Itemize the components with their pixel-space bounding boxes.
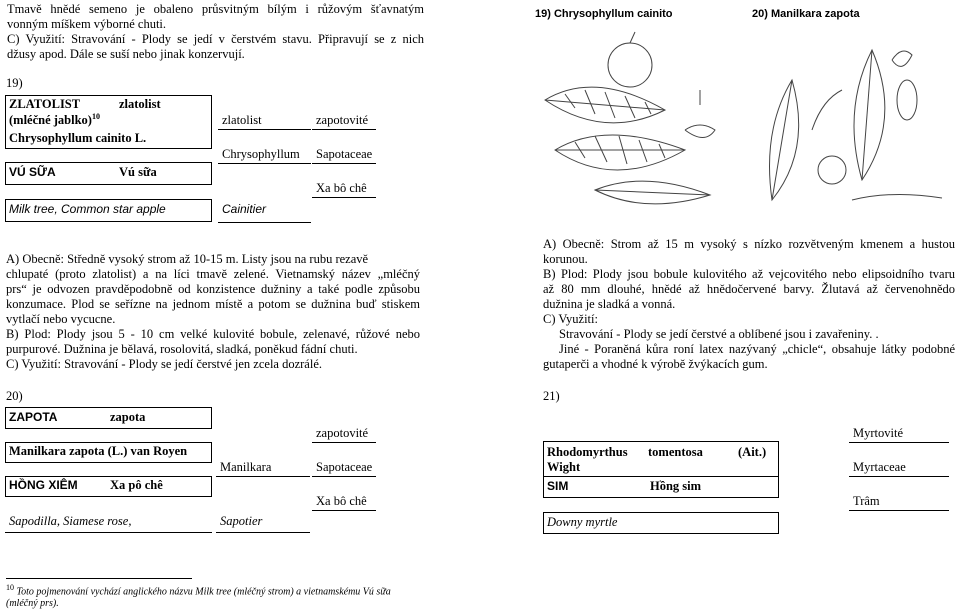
underline-english xyxy=(5,532,212,533)
desc-line: konzumace. Plod se seřízne na jednom místě a potom se dužnina buď stiskem xyxy=(6,297,420,311)
common-name-cz: zlatolist xyxy=(119,97,161,111)
latin-name-part: Rhodomyrthus xyxy=(547,445,628,459)
footnote-separator xyxy=(6,578,192,579)
desc-line: až 80 mm dlouhé, hnědé až hnědočervené barvy. Žlutavá až červenohnědo xyxy=(543,282,955,296)
desc-line: B) Plod: Plody jsou bobule kulovitého až vejcovitého nebo elipsoidního tvaru xyxy=(543,267,955,281)
viet-name-upper: VÚ SỮA xyxy=(9,165,56,179)
name-cz-alt: (mléčné jablko)$^{10}$ xyxy=(9,112,100,128)
underline-family-lat xyxy=(312,476,376,477)
desc-line: gutaperči a vhodné k výrobě žvýkacích gum. xyxy=(543,357,768,371)
underline-family-vn xyxy=(312,197,376,198)
family-cz: zapotovité xyxy=(316,426,369,440)
genus-latin: Chrysophyllum xyxy=(222,147,300,161)
fruit-drawing xyxy=(897,80,917,120)
footnote-text: Toto pojmenování vychází anglického názvu Milk tree (mléčný strom) a vietnamskému Vú sữa xyxy=(16,586,391,598)
family-latin: Myrtaceae xyxy=(853,460,906,474)
desc-line: B) Plod: Plody jsou 5 - 10 cm velké kulovité bobule, zelenavé, růžové nebo xyxy=(6,327,420,341)
name-upper: SIM xyxy=(547,479,569,493)
footnote-number: 10 xyxy=(6,583,14,592)
name-cz: ZLATOLIST xyxy=(9,97,81,111)
french-name: Cainitier xyxy=(222,202,267,216)
name-cz: ZAPOTA xyxy=(9,410,58,424)
viet-name: Xa pô chê xyxy=(110,478,163,492)
latin-name: Manilkara zapota (L.) van Royen xyxy=(9,444,188,458)
section-number-19: 19) xyxy=(6,76,23,90)
desc-line: prs“ je odvozen pravděpodobně od konzistence dužniny a také podle způsobu xyxy=(6,282,420,296)
desc-line: Stravování - Plody se jedí čerstvé a oblíbené jsou i zavařeniny. . xyxy=(559,327,879,341)
description-20 xyxy=(543,237,955,372)
underline-genus xyxy=(218,129,311,130)
english-name: Milk tree, Common star apple xyxy=(9,202,166,216)
family-vn: Xa bô chê xyxy=(316,181,367,195)
caption-manilkara: 20) Manilkara zapota xyxy=(752,8,860,20)
family-cz: zapotovité xyxy=(316,113,369,127)
desc-line: korunou. xyxy=(543,252,588,266)
leaf-drawing xyxy=(770,80,799,200)
section-number-21: 21) xyxy=(543,389,560,403)
viet-name-upper: HỒNG XIÊM xyxy=(9,478,78,492)
manilkara-illustration xyxy=(752,30,952,220)
desc-line: C) Využití: xyxy=(543,312,598,326)
latin-name-part: Wight xyxy=(547,460,581,474)
family-cz: Myrtovité xyxy=(853,426,903,440)
underline-family-vn xyxy=(312,510,376,511)
footnote-text: (mléčný prs). xyxy=(6,598,59,610)
family-vn: Xa bô chê xyxy=(316,494,367,508)
underline-genus-lat xyxy=(218,163,311,164)
latin-name-part: (Ait.) xyxy=(738,445,767,459)
viet-name: Hồng sim xyxy=(650,479,702,493)
intro-line: vonným míškem výborné chuti. xyxy=(7,17,167,31)
underline-family xyxy=(312,129,376,130)
underline-family xyxy=(849,442,949,443)
genus-cz: zlatolist xyxy=(222,113,262,127)
desc-line: Jiné - Poraněná kůra roní latex nazývaný „chicle“, obsahuje látky podobné xyxy=(559,342,955,356)
english-name: Downy myrtle xyxy=(547,515,618,529)
english-name: Sapodilla, Siamese rose, xyxy=(9,514,132,528)
underline-family-vn xyxy=(849,510,949,511)
family-latin: Sapotaceae xyxy=(316,460,373,474)
desc-line: A) Obecně: Strom až 15 m vysoký s nízko rozvětveným kmenem a hustou xyxy=(543,237,955,251)
leaf-drawing xyxy=(854,50,885,180)
fruit-drawing xyxy=(608,43,652,87)
underline-family-lat xyxy=(312,163,376,164)
desc-line: dužnina je sladká a vonná. xyxy=(543,297,676,311)
intro-line: C) Využití: Stravování - Plody se jedí v čerstvém stavu. Připravují se z nich xyxy=(7,32,424,46)
intro-line: Tmavě hnědé semeno je obaleno průsvitným bílým i růžovým šťavnatým xyxy=(7,2,424,16)
desc-line: chlupaté (proto zlatolist) a na líci tmavě zelené. Vietnamský název „mléčný xyxy=(6,267,420,281)
desc-line: purpurové. Dužnina je bělavá, rosolovitá, sladká, poněkud fádní chuti. xyxy=(6,342,358,356)
desc-line: vytlačí nebo vycucne. xyxy=(6,312,116,326)
intro-paragraph xyxy=(7,2,424,62)
footnote xyxy=(6,582,436,610)
french-name: Sapotier xyxy=(220,514,263,528)
section-number-20: 20) xyxy=(6,389,23,403)
desc-line: C) Využití: Stravování - Plody se jedí čerstvé jen zcela dozrálé. xyxy=(6,357,322,371)
latin-name-part: tomentosa xyxy=(648,445,703,459)
underline-genus-lat xyxy=(216,476,310,477)
desc-line: A) Obecně: Středně vysoký strom až 10-15 m. Listy jsou na rubu rezavě xyxy=(6,252,369,266)
chrysophyllum-illustration xyxy=(535,30,745,220)
intro-line: džusy apod. Dále se suší nebo jinak konzervují. xyxy=(7,47,245,61)
family-vn: Trâm xyxy=(853,494,880,508)
underline-family-lat xyxy=(849,476,949,477)
family-latin: Sapotaceae xyxy=(316,147,373,161)
underline-family xyxy=(312,442,376,443)
caption-chrysophyllum: 19) Chrysophyllum cainito xyxy=(535,8,673,20)
footnote-ref: 10 xyxy=(91,112,100,121)
viet-name: Vú sữa xyxy=(119,165,157,179)
underline-french xyxy=(216,532,310,533)
latin-name: Chrysophyllum cainito L. xyxy=(9,131,147,145)
common-name-cz: zapota xyxy=(110,410,146,424)
underline-french xyxy=(218,222,311,223)
description-19 xyxy=(6,252,420,372)
genus-latin: Manilkara xyxy=(220,460,272,474)
